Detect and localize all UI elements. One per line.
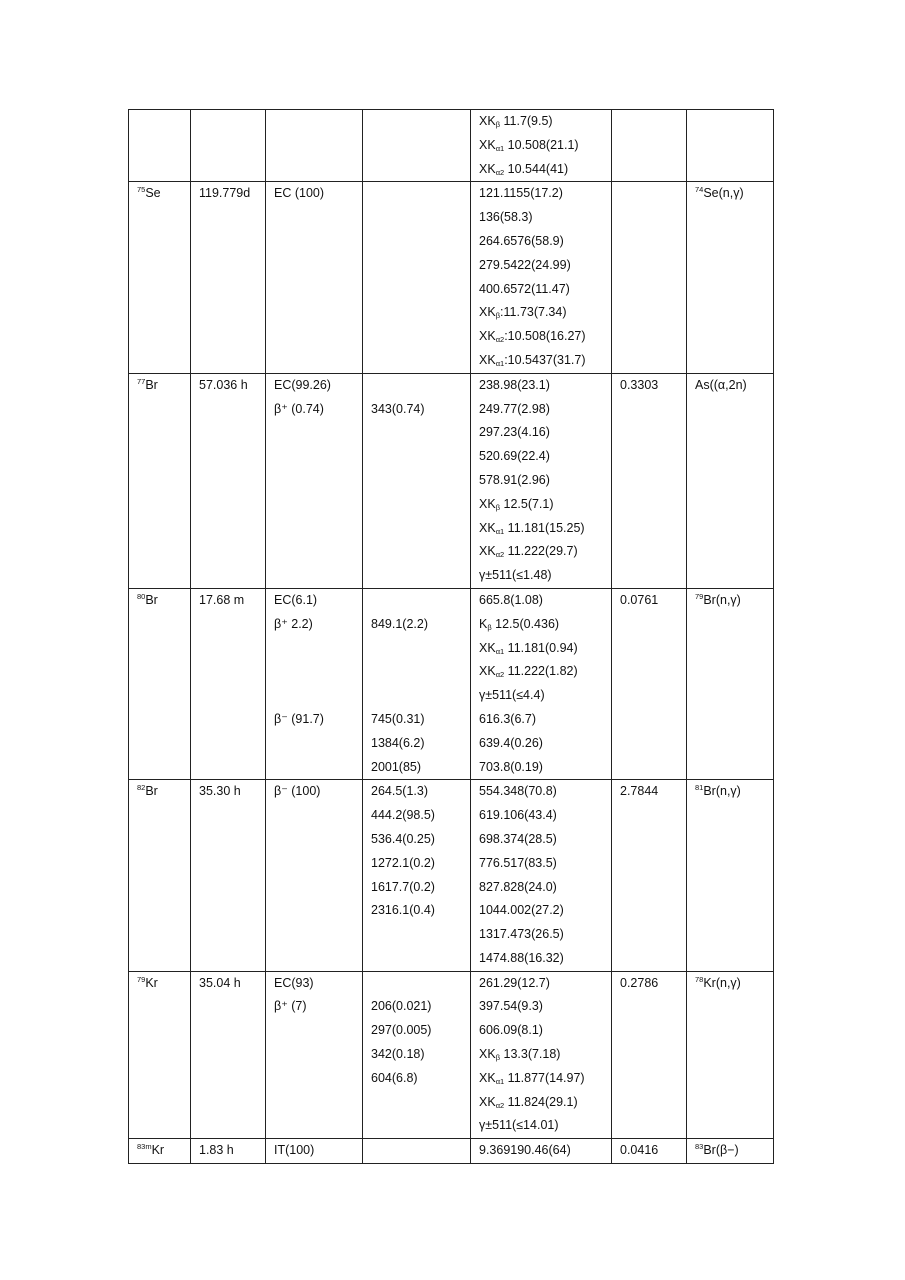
element-symbol: Se	[145, 186, 161, 201]
gamma-label: 249.77(2.98)	[479, 401, 550, 416]
beta-energy-line: 444.2(98.5)	[371, 808, 435, 823]
gamma-subscript: β	[495, 120, 501, 129]
gamma-energy-cell	[471, 373, 612, 588]
gamma-energy-line	[479, 421, 611, 445]
decay-mode-line: β⁺ 2.2)	[274, 616, 313, 631]
gamma-label: K	[479, 616, 488, 631]
nuclide-line	[137, 780, 190, 804]
beta-energy-line: 745(0.31)	[371, 711, 425, 726]
decay-mode-line	[274, 660, 362, 684]
gamma-value: 12.5(0.436)	[491, 616, 560, 631]
beta-energy-cell	[363, 373, 471, 588]
gamma-label: XK	[479, 496, 496, 511]
gamma-energy-line	[479, 493, 611, 517]
gamma-energy-line	[479, 684, 611, 708]
gamma-energy-line	[479, 828, 611, 852]
decay-mode-cell	[266, 971, 363, 1139]
decay-mode-line: β⁺ (7)	[274, 999, 307, 1014]
table-row	[129, 971, 774, 1139]
beta-energy-line	[371, 684, 470, 708]
gamma-value: :10.508(16.27)	[504, 329, 586, 344]
nuclide-cell	[129, 971, 191, 1139]
gamma-energy-line	[479, 374, 611, 398]
half-life-cell	[191, 373, 266, 588]
gamma-value: :11.73(7.34)	[500, 305, 567, 320]
gamma-energy-line	[479, 1114, 611, 1138]
gamma-subscript: α2	[495, 167, 505, 177]
half-life-cell	[191, 1139, 266, 1164]
gamma-label: XK	[479, 1070, 496, 1085]
nuclide-data-table	[128, 109, 774, 1164]
gamma-subscript: α1	[495, 358, 505, 368]
decay-mode-line: β⁻ (91.7)	[274, 711, 324, 726]
nuclide-cell	[129, 588, 191, 779]
gamma-energy-line	[479, 637, 611, 661]
table-row	[129, 588, 774, 779]
beta-energy-line: 604(6.8)	[371, 1070, 418, 1085]
decay-mode-line: β⁺ (0.74)	[274, 401, 324, 416]
beta-energy-line: 1384(6.2)	[371, 735, 425, 750]
nuclide-line	[137, 182, 190, 206]
gamma-subscript: α1	[495, 143, 505, 153]
gamma-energy-line	[479, 876, 611, 900]
cross-section-cell	[612, 588, 687, 779]
beta-energy-cell	[363, 971, 471, 1139]
production-cell	[687, 780, 774, 971]
nuclide-line	[137, 110, 190, 134]
gamma-energy-line	[479, 613, 611, 637]
decay-mode-line: β⁻ (100)	[274, 784, 321, 799]
table-row	[129, 780, 774, 971]
gamma-label: 619.106(43.4)	[479, 808, 557, 823]
gamma-subscript: β	[487, 622, 492, 632]
gamma-energy-line	[479, 732, 611, 756]
gamma-value: 11.877(14.97)	[504, 1070, 585, 1085]
production-cell	[687, 588, 774, 779]
gamma-energy-line	[479, 852, 611, 876]
target-mass: 79	[695, 591, 704, 601]
gamma-label: XK	[479, 664, 496, 679]
beta-energy-line	[371, 637, 470, 661]
gamma-subscript: α2	[495, 670, 505, 680]
gamma-label: 1474.88(16.32)	[479, 950, 564, 965]
gamma-energy-line	[479, 110, 611, 134]
gamma-energy-line	[479, 254, 611, 278]
beta-energy-line: 264.5(1.3)	[371, 784, 428, 799]
gamma-energy-line	[479, 899, 611, 923]
gamma-energy-cell	[471, 1139, 612, 1164]
cross-section-cell	[612, 780, 687, 971]
table-row	[129, 182, 774, 373]
nuclide-line	[137, 374, 190, 398]
gamma-value: 11.181(15.25)	[504, 520, 585, 535]
gamma-value: 13.3(7.18)	[500, 1047, 561, 1062]
gamma-label: 238.98(23.1)	[479, 377, 550, 392]
half-life-cell	[191, 971, 266, 1139]
production-line	[695, 972, 773, 996]
nuclide-cell	[129, 182, 191, 373]
gamma-energy-cell	[471, 110, 612, 182]
gamma-label: XK	[479, 161, 496, 176]
cross-section-value: 0.0761	[620, 592, 659, 607]
gamma-energy-line	[479, 540, 611, 564]
beta-energy-line: 342(0.18)	[371, 1047, 425, 1062]
decay-mode-line: IT(100)	[274, 1143, 315, 1158]
gamma-label: XK	[479, 1047, 496, 1062]
gamma-energy-cell	[471, 588, 612, 779]
gamma-value: :10.5437(31.7)	[504, 352, 586, 367]
cross-section-cell	[612, 1139, 687, 1164]
gamma-label: XK	[479, 114, 496, 128]
gamma-energy-line	[479, 278, 611, 302]
gamma-energy-line	[479, 325, 611, 349]
gamma-value: 10.508(21.1)	[504, 137, 579, 152]
decay-mode-line: EC(93)	[274, 975, 314, 990]
gamma-energy-line	[479, 230, 611, 254]
cross-section-cell	[612, 373, 687, 588]
gamma-label: γ±511(≤1.48)	[479, 568, 552, 583]
production-line	[695, 110, 773, 134]
gamma-label: 665.8(1.08)	[479, 592, 543, 607]
reaction-text: Br(n,γ)	[703, 784, 741, 799]
gamma-label: 703.8(0.19)	[479, 759, 543, 774]
gamma-label: 279.5422(24.99)	[479, 257, 571, 272]
gamma-energy-line	[479, 469, 611, 493]
gamma-energy-line	[479, 301, 611, 325]
decay-mode-cell	[266, 373, 363, 588]
table-row	[129, 373, 774, 588]
beta-energy-line	[371, 374, 470, 398]
reaction-text: Br(β−)	[703, 1143, 739, 1158]
gamma-label: XK	[479, 1094, 496, 1109]
beta-energy-line: 343(0.74)	[371, 401, 425, 416]
gamma-energy-line	[479, 1067, 611, 1091]
beta-energy-cell	[363, 110, 471, 182]
gamma-label: γ±511(≤14.01)	[479, 1118, 559, 1133]
gamma-subscript: α2	[495, 550, 505, 560]
nuclide-cell	[129, 1139, 191, 1164]
gamma-label: 261.29(12.7)	[479, 975, 550, 990]
gamma-energy-line	[479, 972, 611, 996]
gamma-label: XK	[479, 544, 496, 559]
gamma-value: 12.5(7.1)	[500, 496, 554, 511]
target-mass: 78	[695, 974, 704, 984]
beta-energy-line: 297(0.005)	[371, 1023, 432, 1038]
gamma-energy-line	[479, 1043, 611, 1067]
gamma-value: 11.222(1.82)	[504, 664, 578, 679]
gamma-energy-line	[479, 804, 611, 828]
beta-energy-line	[371, 589, 470, 613]
decay-mode-cell	[266, 1139, 363, 1164]
mass-number: 82	[137, 783, 146, 793]
production-line	[695, 182, 773, 206]
half-life-value: 1.83 h	[199, 1143, 234, 1158]
beta-energy-line: 849.1(2.2)	[371, 616, 428, 631]
element-symbol: Br	[145, 377, 158, 392]
gamma-energy-line	[479, 660, 611, 684]
gamma-energy-line	[479, 349, 611, 373]
beta-energy-cell	[363, 1139, 471, 1164]
mass-number: 83m	[137, 1142, 152, 1152]
gamma-subscript: α2	[495, 335, 505, 345]
production-line	[695, 780, 773, 804]
nuclide-cell	[129, 780, 191, 971]
gamma-subscript: β	[495, 502, 501, 512]
decay-mode-line	[274, 684, 362, 708]
beta-energy-line: 206(0.021)	[371, 999, 432, 1014]
decay-mode-line: EC(6.1)	[274, 592, 318, 607]
gamma-energy-line	[479, 995, 611, 1019]
cross-section-cell	[612, 182, 687, 373]
gamma-value: 11.222(29.7)	[504, 544, 578, 559]
element-symbol: Kr	[151, 1143, 165, 1158]
cross-section-value: 0.0416	[620, 1143, 659, 1158]
gamma-label: 1044.002(27.2)	[479, 903, 564, 918]
gamma-label: XK	[479, 137, 496, 152]
half-life-value: 35.30 h	[199, 784, 241, 799]
gamma-label: 397.54(9.3)	[479, 999, 543, 1014]
production-cell	[687, 110, 774, 182]
cross-section-value: 0.3303	[620, 377, 659, 392]
cross-section-value: 0.2786	[620, 975, 659, 990]
beta-energy-line	[371, 972, 470, 996]
gamma-label: 297.23(4.16)	[479, 425, 550, 440]
gamma-label: γ±511(≤4.4)	[479, 688, 545, 703]
nuclide-line	[137, 589, 190, 613]
gamma-energy-line	[479, 589, 611, 613]
gamma-label: 520.69(22.4)	[479, 449, 550, 464]
production-line	[695, 1139, 773, 1163]
gamma-energy-cell	[471, 182, 612, 373]
beta-energy-line: 536.4(0.25)	[371, 831, 435, 846]
gamma-energy-cell	[471, 971, 612, 1139]
gamma-label: 121.1155(17.2)	[479, 186, 563, 201]
gamma-label: XK	[479, 305, 496, 320]
gamma-value: 10.544(41)	[504, 161, 569, 176]
half-life-value: 119.779d	[199, 186, 251, 201]
gamma-subscript: α1	[495, 526, 505, 536]
decay-mode-line	[274, 637, 362, 661]
gamma-energy-line	[479, 158, 611, 182]
gamma-value: 11.824(29.1)	[504, 1094, 578, 1109]
gamma-label: 554.348(70.8)	[479, 784, 557, 799]
production-cell	[687, 971, 774, 1139]
production-line	[695, 374, 773, 398]
gamma-energy-line	[479, 1019, 611, 1043]
gamma-energy-cell	[471, 780, 612, 971]
gamma-label: XK	[479, 329, 496, 344]
half-life-cell	[191, 780, 266, 971]
beta-energy-line: 2316.1(0.4)	[371, 903, 435, 918]
reaction-text: Br(n,γ)	[703, 592, 741, 607]
mass-number: 80	[137, 591, 146, 601]
production-cell	[687, 373, 774, 588]
gamma-energy-line	[479, 445, 611, 469]
decay-mode-cell	[266, 182, 363, 373]
beta-energy-line: 2001(85)	[371, 759, 422, 774]
element-symbol: Kr	[145, 975, 158, 990]
target-mass: 74	[695, 185, 704, 195]
element-symbol: Br	[145, 592, 158, 607]
gamma-subscript: α1	[495, 646, 505, 656]
decay-mode-cell	[266, 780, 363, 971]
gamma-label: XK	[479, 520, 496, 535]
mass-number: 75	[137, 185, 146, 195]
gamma-label: 136(58.3)	[479, 210, 533, 225]
gamma-label: 578.91(2.96)	[479, 472, 550, 487]
gamma-subscript: β	[495, 1053, 501, 1063]
gamma-value: 11.181(0.94)	[504, 640, 578, 655]
production-cell	[687, 1139, 774, 1164]
gamma-label: 606.09(8.1)	[479, 1023, 543, 1038]
gamma-label: 639.4(0.26)	[479, 735, 543, 750]
nuclide-line	[137, 972, 190, 996]
half-life-value	[199, 110, 265, 134]
reaction-text: Se(n,γ)	[703, 186, 744, 201]
table-row	[129, 1139, 774, 1164]
gamma-energy-line	[479, 1091, 611, 1115]
reaction-text: Kr(n,γ)	[703, 975, 741, 990]
gamma-label: 264.6576(58.9)	[479, 233, 564, 248]
gamma-energy-line	[479, 134, 611, 158]
gamma-label: 827.828(24.0)	[479, 879, 557, 894]
cross-section-cell	[612, 110, 687, 182]
cross-section-value	[620, 110, 686, 134]
half-life-value: 35.04 h	[199, 975, 241, 990]
gamma-energy-line	[479, 923, 611, 947]
beta-energy-cell	[363, 182, 471, 373]
beta-energy-line: 1617.7(0.2)	[371, 879, 435, 894]
gamma-energy-line	[479, 206, 611, 230]
half-life-value: 57.036 h	[199, 377, 248, 392]
gamma-energy-line	[479, 182, 611, 206]
cross-section-value: 2.7844	[620, 784, 659, 799]
gamma-label: 400.6572(11.47)	[479, 281, 570, 296]
reaction-text: As((α,2n)	[695, 377, 747, 392]
gamma-subscript: α2	[495, 1100, 505, 1110]
nuclide-line	[137, 1139, 190, 1163]
gamma-label: XK	[479, 640, 496, 655]
gamma-energy-line	[479, 1139, 611, 1163]
gamma-energy-line	[479, 780, 611, 804]
gamma-energy-line	[479, 398, 611, 422]
nuclide-cell	[129, 373, 191, 588]
mass-number: 77	[137, 376, 146, 386]
element-symbol: Br	[145, 784, 158, 799]
half-life-cell	[191, 588, 266, 779]
gamma-label: 9.369190.46(64)	[479, 1143, 571, 1158]
gamma-label: 776.517(83.5)	[479, 855, 557, 870]
beta-energy-cell	[363, 780, 471, 971]
decay-mode-cell	[266, 110, 363, 182]
cross-section-cell	[612, 971, 687, 1139]
table-row	[129, 110, 774, 182]
gamma-label: 616.3(6.7)	[479, 711, 536, 726]
gamma-subscript: α1	[495, 1076, 505, 1086]
beta-energy-line	[371, 660, 470, 684]
production-line	[695, 589, 773, 613]
gamma-label: 698.374(28.5)	[479, 831, 557, 846]
decay-mode-line: EC (100)	[274, 186, 325, 201]
half-life-value: 17.68 m	[199, 592, 245, 607]
nuclide-cell	[129, 110, 191, 182]
production-cell	[687, 182, 774, 373]
gamma-energy-line	[479, 708, 611, 732]
gamma-energy-line	[479, 947, 611, 971]
half-life-cell	[191, 182, 266, 373]
gamma-label: XK	[479, 352, 496, 367]
cross-section-value	[620, 182, 686, 206]
gamma-energy-line	[479, 756, 611, 780]
beta-energy-line: 1272.1(0.2)	[371, 855, 435, 870]
half-life-cell	[191, 110, 266, 182]
decay-mode-cell	[266, 588, 363, 779]
mass-number: 79	[137, 974, 146, 984]
decay-mode-line: EC(99.26)	[274, 377, 331, 392]
target-mass: 83	[695, 1142, 704, 1152]
gamma-energy-line	[479, 517, 611, 541]
gamma-label: 1317.473(26.5)	[479, 927, 564, 942]
gamma-subscript: β	[495, 311, 501, 321]
beta-energy-cell	[363, 588, 471, 779]
gamma-energy-line	[479, 564, 611, 588]
target-mass: 81	[695, 783, 704, 793]
gamma-value: 11.7(9.5)	[500, 114, 553, 128]
